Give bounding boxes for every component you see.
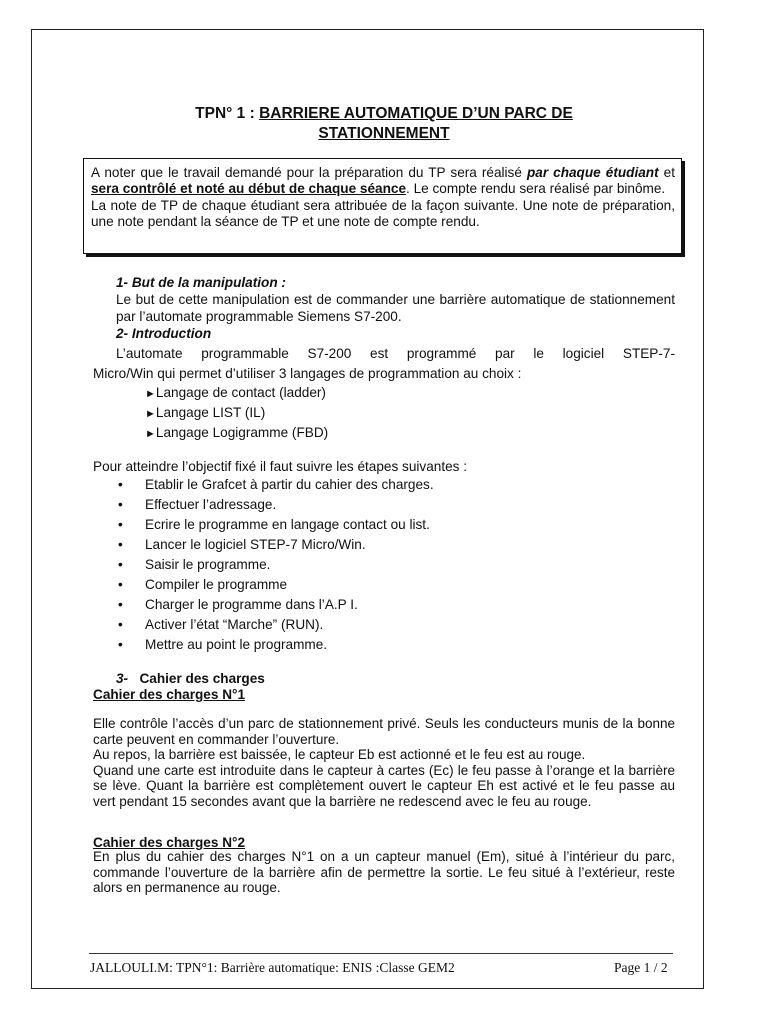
section-2-heading: 2- Introduction xyxy=(116,326,212,341)
spec-1-body xyxy=(93,716,675,809)
language-item xyxy=(145,404,265,423)
spec-1-paragraph: Elle contrôle l’accès d’un parc de stationnement privé. Seuls les conducteurs munis de la bonne carte peuvent en commander l’ouverture. xyxy=(93,716,675,747)
footer-left: JALLOULI.M: TPN°1: Barrière automatique: ENIS :Classe GEM2 xyxy=(90,960,455,975)
steps-intro: Pour atteindre l’objectif fixé il faut suivre les étapes suivantes : xyxy=(93,459,468,474)
spec-2-body: En plus du cahier des charges N°1 on a un capteur manuel (Em), situé à l’intérieur du parc, commande l’ouverture de la barrière afin de permettre la sortie. Le feu situé à l’extérieur, reste alors en permanence au rouge. xyxy=(93,849,675,895)
arrow-right-icon: ► xyxy=(145,408,156,420)
step-label: Lancer le logiciel STEP-7 Micro/Win. xyxy=(145,537,366,552)
list-item xyxy=(118,555,638,575)
steps-list xyxy=(118,475,638,655)
spec-1-paragraph: Quand une carte est introduite dans le capteur à cartes (Ec) le feu passe à l’orange et la barrière se lève. Quant la barrière est complètement ouvert le capteur Eh est activé et le feu passe au vert pendant 15 secondes avant que la barrière ne redescend avec le feu au rouge. xyxy=(93,762,675,809)
footer-divider xyxy=(89,953,673,954)
notice-text: . Le compte rendu sera réalisé par binôme. xyxy=(406,181,666,197)
list-item xyxy=(118,515,638,535)
page-number: Page 1 / 2 xyxy=(614,960,668,975)
list-item xyxy=(118,635,638,655)
notice-emphasis: par chaque étudiant xyxy=(526,165,659,180)
step-label: Charger le programme dans l’A.P I. xyxy=(145,597,358,612)
section-2-text-line-1: L’automate programmable S7-200 est programmé par le logiciel STEP-7- xyxy=(116,346,675,361)
bullet-icon: • xyxy=(118,637,123,652)
language-label: Langage LIST (IL) xyxy=(155,405,266,420)
title-line-2: STATIONNEMENT xyxy=(318,125,450,142)
document-title xyxy=(60,104,708,144)
list-item xyxy=(118,475,638,495)
bullet-icon: • xyxy=(118,517,123,532)
section-3-number: 3- xyxy=(116,671,129,686)
notice-text: A noter que le travail demandé pour la préparation du TP sera réalisé xyxy=(91,165,527,180)
notice-underlined: sera contrôlé et noté au début de chaque séance xyxy=(91,181,407,197)
step-label: Saisir le programme. xyxy=(145,557,271,572)
spec-1-title: Cahier des charges N°1 xyxy=(93,687,246,702)
bullet-icon: • xyxy=(118,617,123,632)
step-label: Mettre au point le programme. xyxy=(145,637,328,652)
bullet-icon: • xyxy=(118,497,123,512)
bullet-icon: • xyxy=(118,537,123,552)
step-label: Etablir le Grafcet à partir du cahier des charges. xyxy=(145,477,434,492)
bullet-icon: • xyxy=(118,477,123,492)
section-1-heading: 1- But de la manipulation : xyxy=(116,275,286,290)
step-label: Compiler le programme xyxy=(145,577,288,592)
list-item xyxy=(118,495,638,515)
bullet-icon: • xyxy=(118,577,123,592)
language-label: Langage de contact (ladder) xyxy=(155,385,326,400)
list-item xyxy=(118,595,638,615)
notice-paragraph-1 xyxy=(91,165,675,198)
bullet-icon: • xyxy=(118,597,123,612)
arrow-right-icon: ► xyxy=(145,388,156,400)
language-item xyxy=(145,384,326,403)
spec-2-title: Cahier des charges N°2 xyxy=(93,835,246,850)
list-item xyxy=(118,535,638,555)
language-item xyxy=(145,424,328,443)
step-label: Effectuer l’adressage. xyxy=(145,497,277,512)
step-label: Activer l’état “Marche” (RUN). xyxy=(145,617,324,632)
section-2-text-line-2: Micro/Win qui permet d’utiliser 3 langages de programmation au choix : xyxy=(93,366,522,381)
section-3-title: Cahier des charges xyxy=(139,671,265,686)
section-1-text: Le but de cette manipulation est de commander une barrière automatique de stationnement par l’automate programmable Siemens S7-200. xyxy=(116,292,675,324)
list-item xyxy=(118,615,638,635)
notice-box xyxy=(83,158,682,254)
title-prefix: TPN° 1 : xyxy=(195,105,260,122)
language-label: Langage Logigramme (FBD) xyxy=(155,425,329,440)
bullet-icon: • xyxy=(118,557,123,572)
notice-text: et xyxy=(658,165,675,180)
notice-paragraph-2: La note de TP de chaque étudiant sera attribuée de la façon suivante. Une note de préparation, une note pendant la séance de TP et une note de compte rendu. xyxy=(91,197,675,230)
step-label: Ecrire le programme en langage contact ou list. xyxy=(145,517,430,532)
title-line-1: BARRIERE AUTOMATIQUE D’UN PARC DE xyxy=(259,105,573,122)
spec-1-paragraph: Au repos, la barrière est baissée, le capteur Eb est actionné et le feu est au rouge. xyxy=(93,747,586,762)
arrow-right-icon: ► xyxy=(145,428,156,440)
section-3-heading xyxy=(116,670,265,687)
list-item xyxy=(118,575,638,595)
